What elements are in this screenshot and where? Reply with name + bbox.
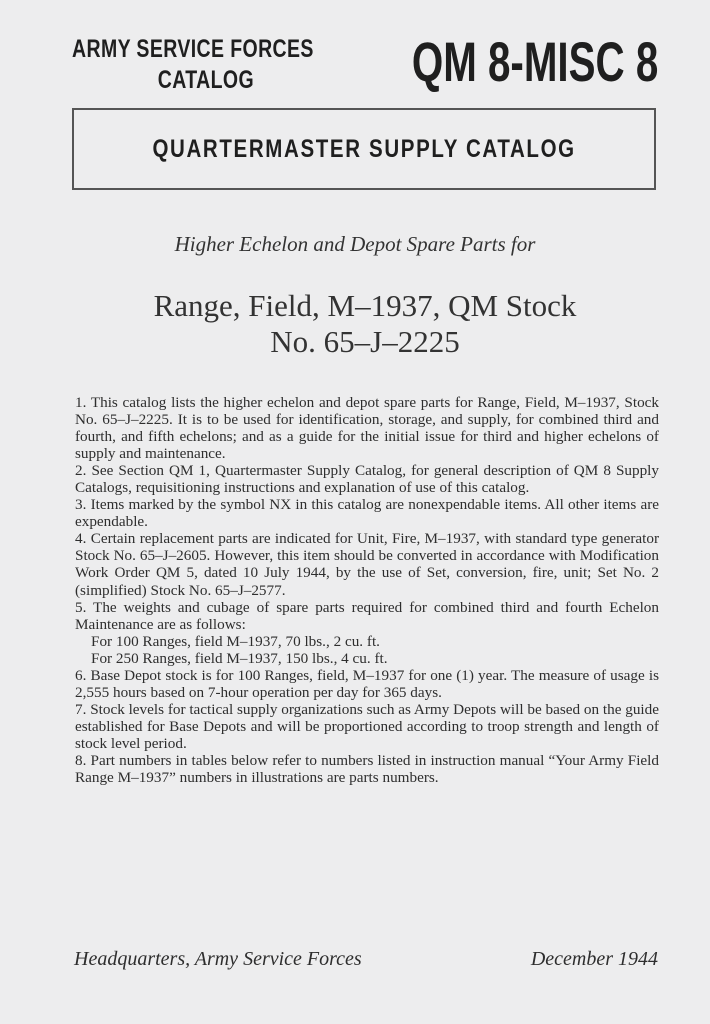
catalog-series-line2: CATALOG (157, 66, 255, 94)
paragraph-8: 8. Part numbers in tables below refer to numbers listed in instruction manual “Your Army Field Range M–1937” numbers in illustrations are parts numbers. (75, 751, 659, 787)
paragraph-3: 3. Items marked by the symbol NX in this catalog are nonexpendable items. All other items are expendable. (75, 496, 659, 531)
main-title-line2: No. 65–J–2225 (270, 324, 460, 359)
paragraph-6: 6. Base Depot stock is for 100 Ranges, field, M–1937 for one (1) year. The measure of usage is 2,555 hours based on 7-hour operation per day for 365 days. (75, 666, 659, 701)
main-title (0, 288, 710, 360)
paragraph-7: 7. Stock levels for tactical supply organizations such as Army Depots will be based on the guide established for Base Depots and will be proportioned according to troop strength and length of stock level period. (75, 700, 659, 752)
catalog-number: QM 8-MISC 8 (411, 30, 658, 93)
catalog-series-line1: ARMY SERVICE FORCES (72, 35, 314, 63)
main-title-line1: Range, Field, M–1937, QM Stock (153, 288, 577, 323)
paragraph-1: 1. This catalog lists the higher echelon and depot spare parts for Range, Field, M–1937, Stock No. 65–J–2225. It is to be used for identification, storage, and supply, for combined third and fourth, and fifth echelons; and as a guide for the initial issue for third and higher echelons of supply and maintenance. (75, 394, 659, 463)
issue-date: December 1944 (530, 948, 658, 970)
footer (74, 948, 658, 971)
weight-line-100: For 100 Ranges, field M–1937, 70 lbs., 2 cu. ft. (91, 632, 380, 650)
paragraph-5: 5. The weights and cubage of spare parts required for combined third and fourth Echelon Maintenance are as follows: (75, 598, 659, 633)
subtitle: Higher Echelon and Depot Spare Parts for (174, 232, 536, 256)
weight-line-250: For 250 Ranges, field M–1937, 150 lbs., 4 cu. ft. (91, 649, 388, 667)
catalog-instructions (75, 394, 659, 786)
catalog-series-label (72, 34, 314, 96)
issuing-authority: Headquarters, Army Service Forces (74, 948, 362, 970)
paragraph-4: 4. Certain replacement parts are indicated for Unit, Fire, M–1937, with standard type generator Stock No. 65–J–2605. However, this item should be converted in accordance with Modification Work Order QM 5, dated 10 July 1944, by the use of Set, conversion, fire, unit; Set No. 2 (simplified) Stock No. 65–J–2577. (75, 530, 659, 599)
catalog-title-box (72, 108, 656, 190)
catalog-title: QUARTERMASTER SUPPLY CATALOG (152, 134, 576, 163)
paragraph-2: 2. See Section QM 1, Quartermaster Supply Catalog, for general description of QM 8 Supply Catalogs, requisitioning instructions and explanation of use of this catalog. (75, 462, 659, 497)
